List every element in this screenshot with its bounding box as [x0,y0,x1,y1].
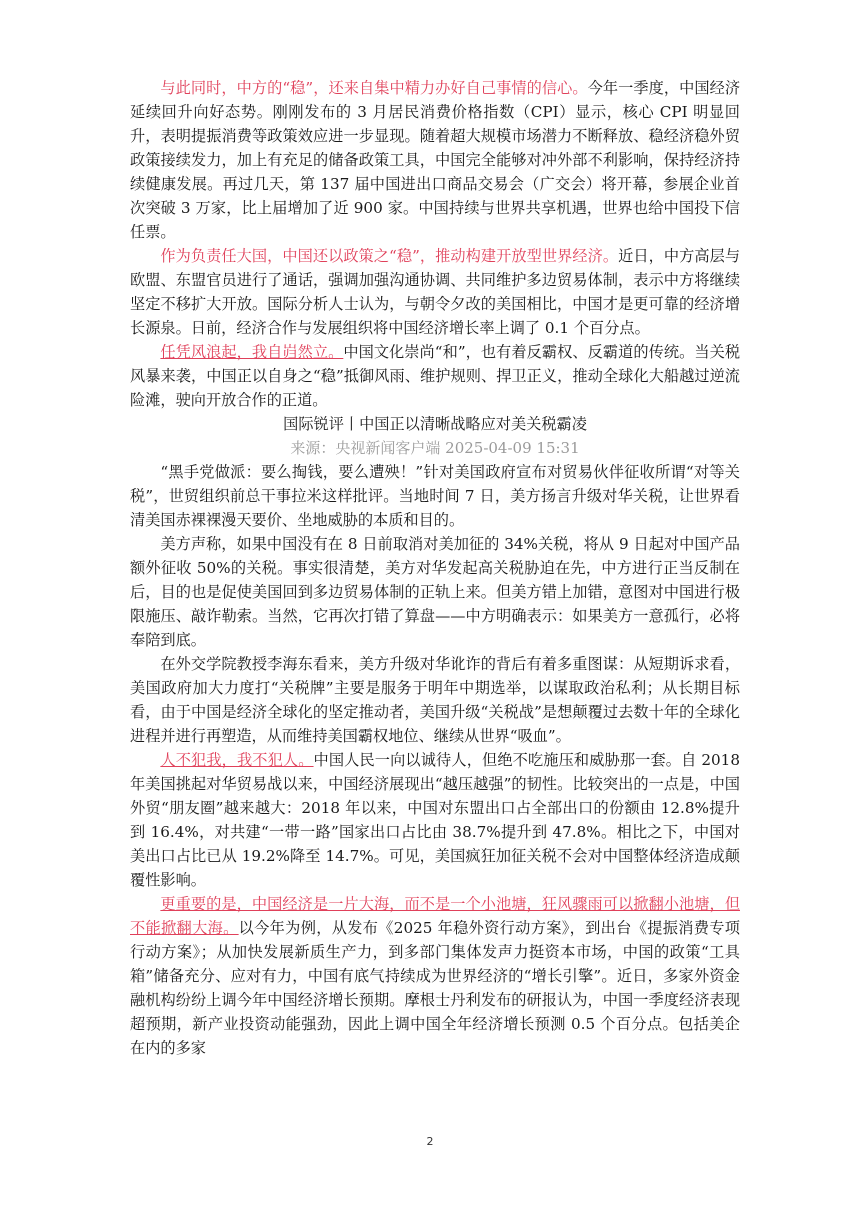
paragraph: 在外交学院教授李海东看来，美方升级对华讹诈的背后有着多重图谋：从短期诉求看，美国政府加大力度打“关税牌”主要是服务于明年中期选举，以谋取政治私利；从长期目标看，由于中国是经济全球化的坚定推动者，美国升级“关税战”是想颠覆过去数十年的全球化进程并进行再塑造，从而维持美国霸权地位、继续从世界“吸血”。 [130,655,740,745]
highlighted-underlined-text: 人不犯我，我不犯人。 [160,751,314,769]
paragraph: “黑手党做派：要么掏钱，要么遭殃！”针对美国政府宣布对贸易伙伴征收所谓“对等关税”，世贸组织前总干事拉米这样批评。当地时间 7 日，美方扬言升级对华关税，让世界看清美国赤裸裸漫天要价、坐地威胁的本质和目的。 [130,463,740,529]
paragraph-text: 今年一季度，中国经济延续回升向好态势。刚刚发布的 3 月居民消费价格指数（CPI）显示，核心 CPI 明显回升，表明提振消费等政策效应进一步显现。随着超大规模市场潜力不断释放、稳经济稳外贸政策接续发力，加上有充足的储备政策工具，中国完全能够对冲外部不利影响，保持经济持续健康发展。再过几天，第 137 届中国进出口商品交易会（广交会）将开幕，参展企业首次突破 3 万家，比上届增加了近 900 家。中国持续与世界共享机遇，世界也给中国投下信任票。 [130,79,741,241]
paragraph [130,244,740,340]
paragraph [130,76,740,244]
highlighted-underlined-text: 更重要的是，中国经济是一片大海，而不是一个小池塘，狂风骤雨可以掀翻小池塘，但不能掀翻大海。 [130,895,740,937]
article-title: 国际锐评丨中国正以清晰战略应对美关税霸凌 [283,415,587,433]
paragraph [130,340,740,412]
highlighted-text: 与此同时，中方的“稳”，还来自集中精力办好自己事情的信心。 [160,79,588,97]
paragraph-text: 中国人民一向以诚待人，但绝不吃施压和威胁那一套。自 2018 年美国挑起对华贸易战以来，中国经济展现出“越压越强”的韧性。比较突出的一点是，中国外贸“朋友圈”越来越大：2018 年以来，中国对东盟出口占全部出口的份额由 12.8%提升到 16.4%，对共建“一带一路”国家出口占比由 38.7%提升到 47.8%。相比之下，中国对美出口占比已从 19.2%降至 14.7%。可见，美国疯狂加征关税不会对中国整体经济造成颠覆性影响。 [130,751,741,889]
paragraph-text: 中国文化崇尚“和”，也有着反霸权、反霸道的传统。当关税风暴来袭，中国正以自身之“稳”抵御风雨、维护规则、捍卫正义，推动全球化大船越过逆流险滩，驶向开放合作的正道。 [130,343,741,409]
paragraph-text: 近日，中方高层与欧盟、东盟官员进行了通话，强调加强沟通协调、共同维护多边贸易体制，表示中方将继续坚定不移扩大开放。国际分析人士认为，与朝令夕改的美国相比，中国才是更可靠的经济增长源泉。日前，经济合作与发展组织将中国经济增长率上调了 0.1 个百分点。 [130,247,741,337]
paragraph-text: 以今年为例，从发布《2025 年稳外资行动方案》，到出台《提振消费专项行动方案》；从加快发展新质生产力，到多部门集体发声力挺资本市场，中国的政策“工具箱”储备充分、应对有力，中国有底气持续成为世界经济的“增长引擎”。近日，多家外资金融机构纷纷上调今年中国经济增长预期。摩根士丹利发布的研报认为，中国一季度经济表现超预期，新产业投资动能强劲，因此上调中国全年经济增长预测 0.5 个百分点。包括美企在内的多家 [130,919,740,1057]
article-source: 来源：央视新闻客户端 2025-04-09 15:31 [290,439,580,457]
highlighted-text: 作为负责任大国，中国还以政策之“稳”，推动构建开放型世界经济。 [160,247,619,265]
highlighted-underlined-text: 任凭风浪起，我自岿然立。 [160,343,344,361]
paragraph [130,892,740,1060]
paragraph: 美方声称，如果中国没有在 8 日前取消对美加征的 34%关税，将从 9 日起对中国产品额外征收 50%的关税。事实很清楚，美方对华发起高关税胁迫在先，中方进行正当反制在后，目的也是促使美国回到多边贸易体制的正轨上来。但美方错上加错，意图对中国进行极限施压、敲诈勒索。当然，它再次打错了算盘——中方明确表示：如果美方一意孤行，必将奉陪到底。 [130,535,740,649]
page-number: 2 [426,1135,434,1148]
document-body [130,76,740,1060]
paragraph [130,748,740,892]
